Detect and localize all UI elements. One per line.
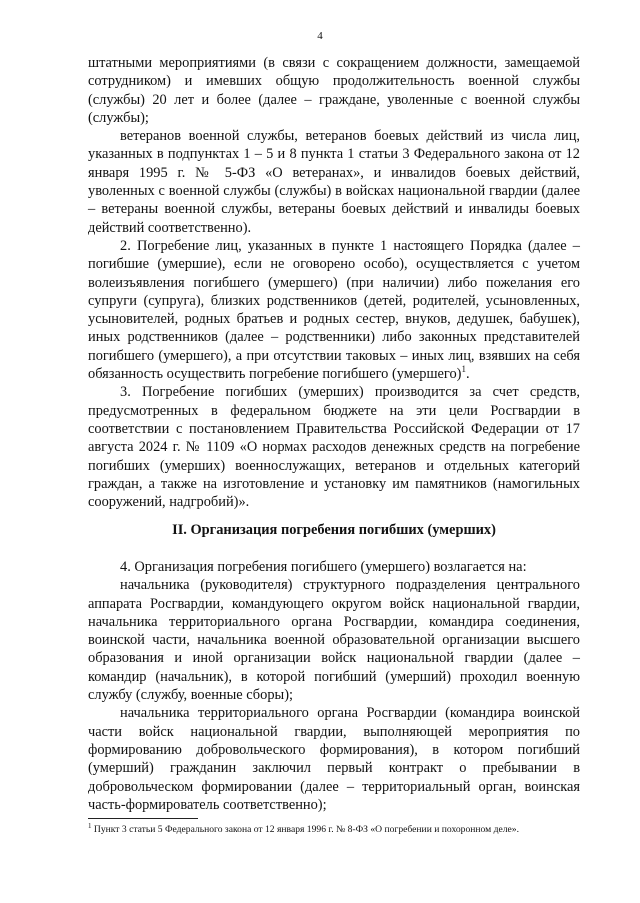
paragraph: ветеранов военной службы, ветеранов боевых действий из числа лиц, указанных в подпунктах 1 – 5 и 8 пункта 1 статьи 3 Федерального закона от 12 января 1995 г. № 5-ФЗ «О ветеранах», и инвалидов боевых действий, уволенных с военной службы (службы) в войсках национальной гвардии (далее – ветераны военной службы, ветераны боевых действий и инвалиды боевых действий соответственно). <box>88 128 580 236</box>
paragraph: 2. Погребение лиц, указанных в пункте 1 настоящего Порядка (далее – погибшие (умершие), если не оговорено особо), осуществляется с учетом волеизъявления погибшего (умершего) (при наличии) либо пожелания его супруги (супруга), близких родственников (детей, родителей, усыновленных, усыновителей, родных братьев и родных сестер, внуков, дедушек, бабушек), иных родственников (далее – родственники) либо законных представителей погибшего (умершего), а при отсутствии таковых – иных лиц, взявших на себя обязанность осуществить погребение погибшего (умершего)$^1$. <box>88 237 580 383</box>
footnote-divider <box>88 818 198 819</box>
paragraph-text: 2. Погребение лиц, указанных в пункте 1 настоящего Порядка (далее – погибшие (умершие), если не оговорено особо), осуществляется с учетом волеизъявления погибшего (умершего) (при наличии) либо пожелания его супруги (супруга), близких родственников (детей, родителей, усыновленных, усыновителей, родных братьев и родных сестер, внуков, дедушек, бабушек), иных родственников (далее – родственники) либо законных представителей погибшего (умершего), а при отсутствии таковых – иных лиц, взявших на себя обязанность осуществить погребение погибшего (умершего) <box>88 237 580 383</box>
section-heading: II. Организация погребения погибших (умерших) <box>172 522 496 538</box>
footnote-text: Пункт 3 статьи 5 Федерального закона от 12 января 1996 г. № 8-ФЗ «О погребении и похоронном деле». <box>91 824 520 835</box>
paragraph: 3. Погребение погибших (умерших) производится за счет средств, предусмотренных в федеральном бюджете на эти цели Росгвардии в соответствии с постановлением Правительства Российской Федерации от 17 августа 2024 г. № 1109 «О нормах расходов денежных средств на погребение погибших (умерших) военнослужащих, ветеранов и отдельных категорий граждан, а также на изготовление и установку им памятников (намогильных сооружений, надгробий)». <box>88 384 580 511</box>
paragraph: начальника (руководителя) структурного подразделения центрального аппарата Росгвардии, командующего округом войск национальной гвардии, начальника территориального органа Росгвардии, командира соединения, воинской части, начальника военной образовательной организации высшего образования и иной организации войск национальной гвардии (далее – командир (начальник), в которой погибший (умерший) проходил военную службу (службу, военные сборы); <box>88 577 580 704</box>
body-text-bottom <box>88 558 580 814</box>
paragraph: начальника территориального органа Росгвардии (командира воинской части войск национальной гвардии, выполняющей мероприятия по формированию добровольческого формирования), в котором погибший (умерший) гражданин заключил первый контракт о пребывании в добровольческом формировании (далее – территориальный орган, воинская часть-формирователь соответственно); <box>88 705 580 813</box>
paragraph: 4. Организация погребения погибшего (умершего) возлагается на: <box>120 559 527 575</box>
footnote-mark: 1 <box>88 821 92 830</box>
paragraph: штатными мероприятиями (в связи с сокращением должности, замещаемой сотрудником) и имевших общую продолжительность военной службы (службы) 20 лет и более (далее – граждане, уволенные с военной службы (службы); <box>88 55 580 126</box>
footnote <box>88 821 588 836</box>
footnote-reference: 1 <box>461 364 466 375</box>
page-number: 4 <box>317 30 323 42</box>
body-text-top <box>88 54 580 511</box>
